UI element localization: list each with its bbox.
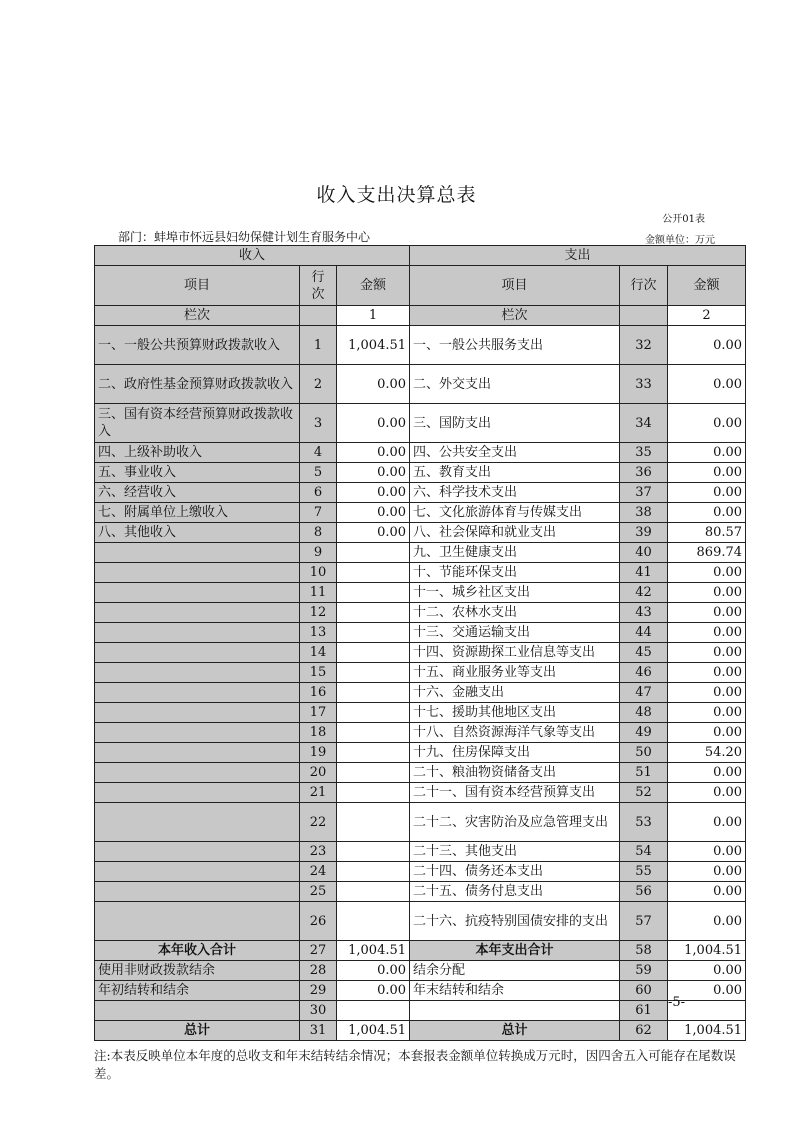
table-row: [95, 703, 746, 723]
income-item: [95, 803, 300, 842]
income-item: 总计: [95, 1021, 300, 1041]
expense-line-no: 55: [620, 862, 668, 882]
income-expense-table: [94, 245, 746, 1041]
income-line-no: 18: [300, 723, 337, 743]
income-item-header: 项目: [95, 266, 300, 306]
expense-line-no: 33: [620, 365, 668, 404]
expense-line-no: 47: [620, 683, 668, 703]
expense-item: 本年支出合计: [410, 941, 620, 961]
expense-amount: 869.74: [668, 543, 746, 563]
income-line-no: 6: [300, 483, 337, 503]
expense-item: 三、国防支出: [410, 404, 620, 443]
income-line-no: 24: [300, 862, 337, 882]
expense-item: 二、外交支出: [410, 365, 620, 404]
income-item: [95, 583, 300, 603]
column-number-1: 1: [337, 306, 410, 326]
expense-item-header: 项目: [410, 266, 620, 306]
income-item: [95, 1001, 300, 1021]
expense-item: 总计: [410, 1021, 620, 1041]
expense-item: 十三、交通运输支出: [410, 623, 620, 643]
income-item: [95, 683, 300, 703]
expense-line-no: 54: [620, 842, 668, 862]
income-amount: 0.00: [337, 365, 410, 404]
expense-line-no: 44: [620, 623, 668, 643]
expense-item: 九、卫生健康支出: [410, 543, 620, 563]
expense-amount: 0.00: [668, 404, 746, 443]
expense-line-no: 35: [620, 443, 668, 463]
expense-item: 十七、援助其他地区支出: [410, 703, 620, 723]
income-header: 收入: [95, 246, 410, 266]
income-amount: [337, 803, 410, 842]
expense-amount: 0.00: [668, 763, 746, 783]
income-amount: 1,004.51: [337, 941, 410, 961]
table-row: [95, 1001, 746, 1021]
income-amount-header: 金额: [337, 266, 410, 306]
income-amount: 0.00: [337, 961, 410, 981]
expense-line-no: 34: [620, 404, 668, 443]
expense-amount: 0.00: [668, 862, 746, 882]
table-row: [95, 862, 746, 882]
expense-item: 五、教育支出: [410, 463, 620, 483]
table-row: [95, 941, 746, 961]
income-item: 六、经营收入: [95, 483, 300, 503]
expense-line-no: 56: [620, 882, 668, 902]
expense-amount: 0.00: [668, 365, 746, 404]
page-title: 收入支出决算总表: [316, 184, 477, 206]
expense-line-no: 59: [620, 961, 668, 981]
income-item: [95, 563, 300, 583]
expense-item: [410, 1001, 620, 1021]
table-row: [95, 783, 746, 803]
expense-item: 十八、自然资源海洋气象等支出: [410, 723, 620, 743]
expense-item: 年末结转和结余: [410, 981, 620, 1001]
income-item: [95, 623, 300, 643]
table-row: [95, 1021, 746, 1041]
table-row: [95, 543, 746, 563]
expense-amount: 0.00: [668, 483, 746, 503]
expense-amount: 0.00: [668, 981, 746, 1001]
expense-amount: 0.00: [668, 842, 746, 862]
income-amount: 0.00: [337, 981, 410, 1001]
expense-line-no: 32: [620, 326, 668, 365]
expense-line-no: 57: [620, 902, 668, 941]
expense-line-no: 50: [620, 743, 668, 763]
income-line-no: 31: [300, 1021, 337, 1041]
income-amount: [337, 723, 410, 743]
column-label-left: 栏次: [95, 306, 300, 326]
expense-line-no: 51: [620, 763, 668, 783]
table-row: [95, 563, 746, 583]
income-line-header: 行 次: [300, 266, 337, 306]
expense-line-header: 行次: [620, 266, 668, 306]
income-line-no: 15: [300, 663, 337, 683]
income-amount: [337, 783, 410, 803]
income-line-no: 22: [300, 803, 337, 842]
expense-line-no: 38: [620, 503, 668, 523]
income-item: [95, 603, 300, 623]
expense-line-no: 36: [620, 463, 668, 483]
expense-line-no: 41: [620, 563, 668, 583]
income-item: [95, 723, 300, 743]
expense-amount: 0.00: [668, 463, 746, 483]
income-item: [95, 643, 300, 663]
income-amount: 0.00: [337, 443, 410, 463]
table-row: [95, 882, 746, 902]
expense-line-no: 52: [620, 783, 668, 803]
expense-amount: 0.00: [668, 882, 746, 902]
expense-item: 十六、金融支出: [410, 683, 620, 703]
expense-amount: 0.00: [668, 723, 746, 743]
table-row: [95, 583, 746, 603]
income-amount: [337, 683, 410, 703]
income-line-no: 20: [300, 763, 337, 783]
income-line-no: 21: [300, 783, 337, 803]
table-row: [95, 463, 746, 483]
income-amount: [337, 563, 410, 583]
expense-item: 二十四、债务还本支出: [410, 862, 620, 882]
income-line-no: 19: [300, 743, 337, 763]
income-item: 七、附属单位上缴收入: [95, 503, 300, 523]
expense-item: 十二、农林水支出: [410, 603, 620, 623]
expense-amount: 0.00: [668, 503, 746, 523]
income-item: [95, 703, 300, 723]
expense-amount: 0.00: [668, 783, 746, 803]
form-code: 公开01表: [662, 214, 705, 225]
income-amount: [337, 623, 410, 643]
expense-item: 八、社会保障和就业支出: [410, 523, 620, 543]
table-row: [95, 683, 746, 703]
table-row: [95, 842, 746, 862]
income-line-no: 30: [300, 1001, 337, 1021]
expense-amount: 1,004.51: [668, 941, 746, 961]
expense-amount: 0.00: [668, 643, 746, 663]
income-line-no: 9: [300, 543, 337, 563]
table-row: [95, 743, 746, 763]
income-item: 年初结转和结余: [95, 981, 300, 1001]
income-item: [95, 763, 300, 783]
expense-line-no: 46: [620, 663, 668, 683]
expense-amount: 0.00: [668, 803, 746, 842]
expense-line-no: 37: [620, 483, 668, 503]
income-line-no: 25: [300, 882, 337, 902]
table-row: [95, 763, 746, 783]
income-line-no: 23: [300, 842, 337, 862]
table-row: [95, 404, 746, 443]
income-line-no: 7: [300, 503, 337, 523]
expense-amount: 0.00: [668, 603, 746, 623]
income-item: [95, 663, 300, 683]
expense-line-no: 43: [620, 603, 668, 623]
income-item: 二、政府性基金预算财政拨款收入: [95, 365, 300, 404]
table-row: [95, 443, 746, 463]
expense-item: 二十、粮油物资储备支出: [410, 763, 620, 783]
expense-line-no: 48: [620, 703, 668, 723]
income-amount: [337, 1001, 410, 1021]
expense-item: 十一、城乡社区支出: [410, 583, 620, 603]
income-line-no: 26: [300, 902, 337, 941]
table-row: [95, 483, 746, 503]
income-amount: [337, 703, 410, 723]
income-line-no: 10: [300, 563, 337, 583]
income-item: 本年收入合计: [95, 941, 300, 961]
expense-amount: 1,004.51: [668, 1021, 746, 1041]
expense-item: 二十六、抗疫特别国债安排的支出: [410, 902, 620, 941]
table-row: [95, 803, 746, 842]
expense-amount: 0.00: [668, 623, 746, 643]
income-line-no: 2: [300, 365, 337, 404]
table-row: [95, 981, 746, 1001]
income-line-no: 12: [300, 603, 337, 623]
expense-item: 十五、商业服务业等支出: [410, 663, 620, 683]
expense-item: 十、节能环保支出: [410, 563, 620, 583]
expense-item: 十四、资源勘探工业信息等支出: [410, 643, 620, 663]
income-item: 使用非财政拨款结余: [95, 961, 300, 981]
income-line-no: 11: [300, 583, 337, 603]
expense-line-no: 42: [620, 583, 668, 603]
expense-amount: 0.00: [668, 443, 746, 463]
income-amount: 0.00: [337, 483, 410, 503]
table-row: [95, 523, 746, 543]
expense-item: 结余分配: [410, 961, 620, 981]
income-line-no: 17: [300, 703, 337, 723]
expense-item: 二十一、国有资本经营预算支出: [410, 783, 620, 803]
income-item: [95, 902, 300, 941]
expense-line-no: 61: [620, 1001, 668, 1021]
footnote: 注:本表反映单位本年度的总收支和年末结转结余情况；本套报表金额单位转换成万元时，因四舍五入可能存在尾数误差。: [94, 1048, 736, 1081]
expense-item: 六、科学技术支出: [410, 483, 620, 503]
expense-amount: 0.00: [668, 583, 746, 603]
income-amount: 0.00: [337, 463, 410, 483]
income-line-no: 16: [300, 683, 337, 703]
expense-item: 一、一般公共服务支出: [410, 326, 620, 365]
income-line-no: 29: [300, 981, 337, 1001]
expense-line-no: 53: [620, 803, 668, 842]
income-line-no: 4: [300, 443, 337, 463]
expense-amount: 0.00: [668, 663, 746, 683]
expense-line-no: 39: [620, 523, 668, 543]
income-line-no: 3: [300, 404, 337, 443]
table-row: [95, 365, 746, 404]
expense-item: 十九、住房保障支出: [410, 743, 620, 763]
expense-line-no: 58: [620, 941, 668, 961]
expense-line-no: 49: [620, 723, 668, 743]
income-amount: 0.00: [337, 523, 410, 543]
income-amount: 0.00: [337, 503, 410, 523]
income-amount: [337, 643, 410, 663]
expense-line-no: 45: [620, 643, 668, 663]
income-amount: [337, 543, 410, 563]
income-line-no: 28: [300, 961, 337, 981]
income-line-no: 14: [300, 643, 337, 663]
income-item: [95, 543, 300, 563]
table-row: [95, 902, 746, 941]
expense-amount: 80.57: [668, 523, 746, 543]
expense-amount: 0.00: [668, 961, 746, 981]
table-row: [95, 961, 746, 981]
income-item: 一、一般公共预算财政拨款收入: [95, 326, 300, 365]
income-line-no: 27: [300, 941, 337, 961]
table-row: [95, 643, 746, 663]
income-amount: [337, 862, 410, 882]
table-row: [95, 603, 746, 623]
income-line-no: 1: [300, 326, 337, 365]
income-amount: 1,004.51: [337, 326, 410, 365]
income-item: 八、其他收入: [95, 523, 300, 543]
expense-amount-header: 金额: [668, 266, 746, 306]
income-item: [95, 862, 300, 882]
table-row: [95, 503, 746, 523]
income-amount: [337, 743, 410, 763]
income-amount: [337, 842, 410, 862]
income-amount: [337, 763, 410, 783]
income-amount: [337, 603, 410, 623]
department-label: 部门：蚌埠市怀远县妇幼保健计划生育服务中心: [118, 230, 371, 244]
column-label-right: 栏次: [410, 306, 620, 326]
table-row: [95, 663, 746, 683]
income-line-no: 8: [300, 523, 337, 543]
expense-amount: 0.00: [668, 703, 746, 723]
income-item: 五、事业收入: [95, 463, 300, 483]
expense-item: 四、公共安全支出: [410, 443, 620, 463]
column-number-2: 2: [668, 306, 746, 326]
expense-line-no: 60: [620, 981, 668, 1001]
expense-amount: 0.00: [668, 683, 746, 703]
expense-header: 支出: [410, 246, 746, 266]
income-item: [95, 882, 300, 902]
income-line-no: 13: [300, 623, 337, 643]
expense-line-no: 40: [620, 543, 668, 563]
income-amount: [337, 663, 410, 683]
page-number: -5-: [668, 995, 686, 1010]
expense-item: 七、文化旅游体育与传媒支出: [410, 503, 620, 523]
expense-line-no: 62: [620, 1021, 668, 1041]
income-amount: 0.00: [337, 404, 410, 443]
expense-amount: 54.20: [668, 743, 746, 763]
income-amount: [337, 902, 410, 941]
table-row: [95, 723, 746, 743]
table-row: [95, 623, 746, 643]
expense-item: 二十五、债务付息支出: [410, 882, 620, 902]
income-amount: [337, 583, 410, 603]
unit-label: 金额单位：万元: [645, 235, 715, 246]
income-item: 三、国有资本经营预算财政拨款收入: [95, 404, 300, 443]
expense-amount: 0.00: [668, 326, 746, 365]
table-row: [95, 326, 746, 365]
income-item: 四、上级补助收入: [95, 443, 300, 463]
income-item: [95, 842, 300, 862]
expense-amount: 0.00: [668, 902, 746, 941]
income-item: [95, 783, 300, 803]
expense-item: 二十二、灾害防治及应急管理支出: [410, 803, 620, 842]
income-line-no: 5: [300, 463, 337, 483]
expense-item: 二十三、其他支出: [410, 842, 620, 862]
income-item: [95, 743, 300, 763]
income-amount: [337, 882, 410, 902]
income-amount: 1,004.51: [337, 1021, 410, 1041]
expense-amount: 0.00: [668, 563, 746, 583]
